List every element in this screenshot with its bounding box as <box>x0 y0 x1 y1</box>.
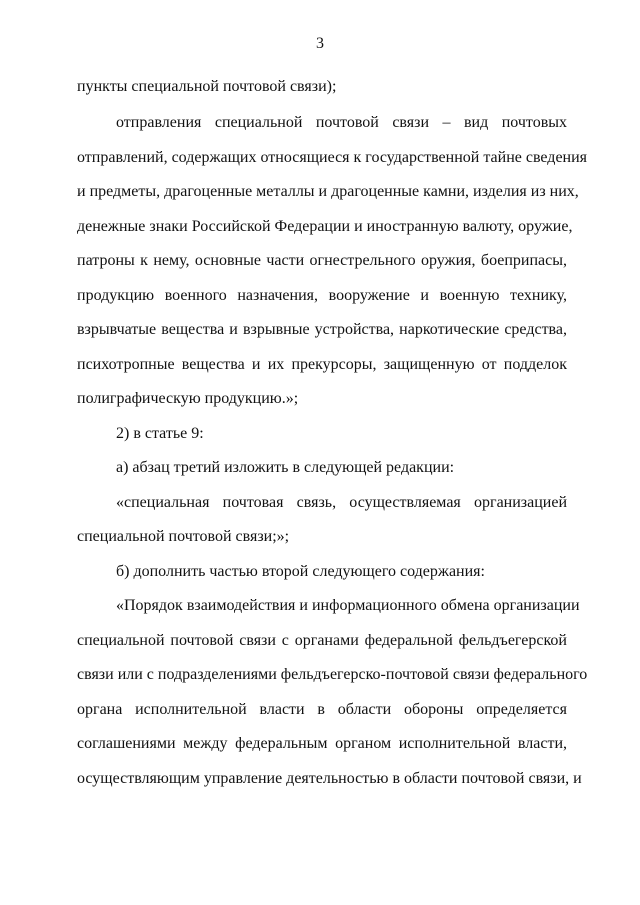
text-line: пункты специальной почтовой связи); <box>77 78 337 95</box>
text-line: связи или с подразделениями фельдъегерско-почтовой связи федерального <box>77 666 588 683</box>
page-number: 3 <box>316 35 324 52</box>
text-line: «специальная почтовая связь, осуществляемая организацией <box>116 494 567 511</box>
text-line: отправлений, содержащих относящиеся к государственной тайне сведения <box>77 149 588 166</box>
text-line: взрывчатые вещества и взрывные устройства, наркотические средства, <box>77 321 567 338</box>
text-line: патроны к нему, основные части огнестрельного оружия, боеприпасы, <box>77 252 567 269</box>
text-line: денежные знаки Российской Федерации и иностранную валюту, оружие, <box>77 218 573 235</box>
text-line: продукцию военного назначения, вооружение и военную технику, <box>77 287 567 304</box>
text-line: и предметы, драгоценные металлы и драгоценные камни, изделия из них, <box>77 183 579 200</box>
text-line: психотропные вещества и их прекурсоры, защищенную от подделок <box>77 356 567 373</box>
text-line: а) абзац третий изложить в следующей редакции: <box>116 459 455 476</box>
text-line: отправления специальной почтовой связи – вид почтовых <box>116 114 567 131</box>
text-line: специальной почтовой связи с органами федеральной фельдъегерской <box>77 632 567 649</box>
text-line: полиграфическую продукцию.»; <box>77 390 299 407</box>
text-line: б) дополнить частью второй следующего содержания: <box>116 563 485 580</box>
text-line: «Порядок взаимодействия и информационного обмена организации <box>116 597 580 614</box>
text-line: 2) в статье 9: <box>116 425 204 442</box>
text-line: соглашениями между федеральным органом исполнительной власти, <box>77 735 567 752</box>
text-line: осуществляющим управление деятельностью в области почтовой связи, и <box>77 770 582 787</box>
text-line: органа исполнительной власти в области обороны определяется <box>77 701 567 718</box>
text-line: специальной почтовой связи;»; <box>77 528 290 545</box>
